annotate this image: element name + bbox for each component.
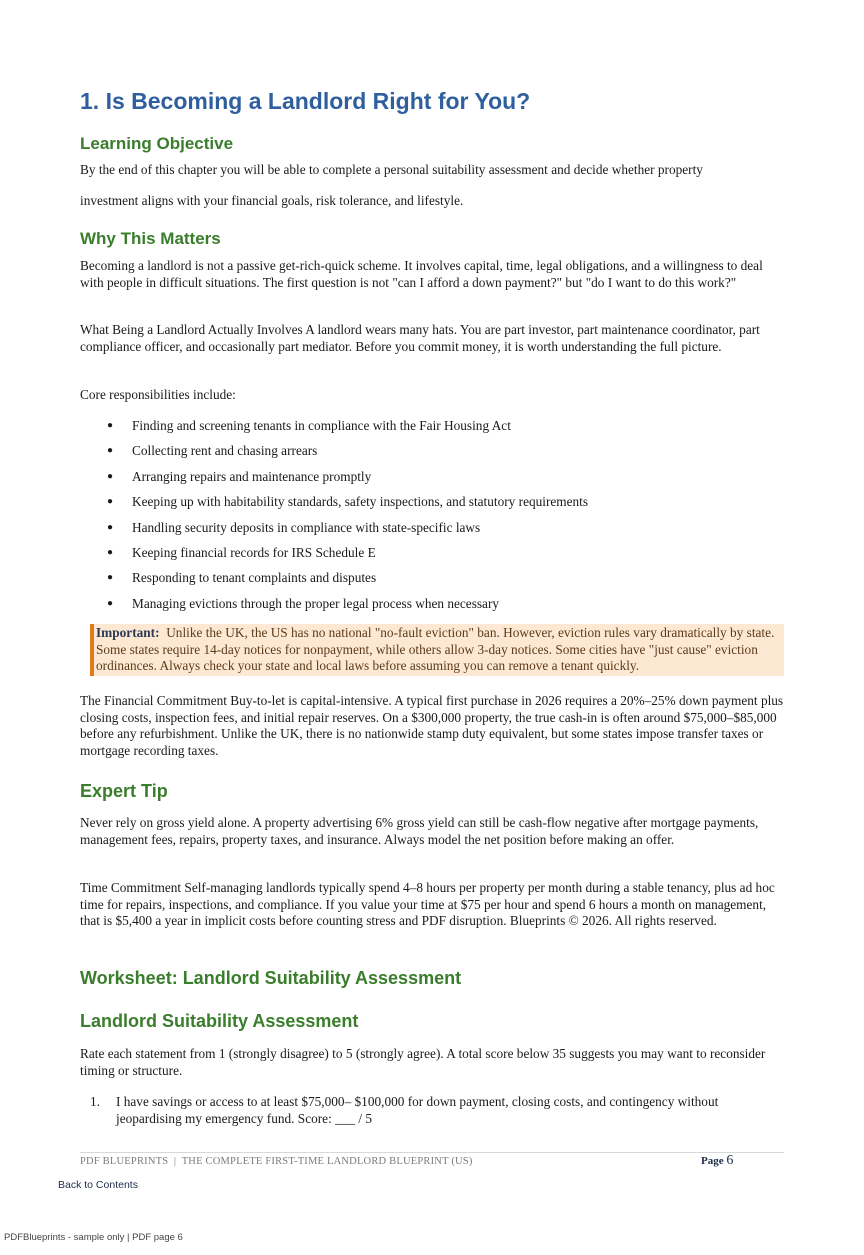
- list-item: ● Managing evictions through the proper legal process when necessary: [80, 596, 784, 621]
- important-callout: [90, 624, 784, 676]
- assessment-item: [80, 1094, 784, 1127]
- list-item: ● Keeping up with habitability standards, safety inspections, and statutory requirements: [80, 494, 784, 519]
- list-item: ● Keeping financial records for IRS Schedule E: [80, 545, 784, 570]
- footer-divider: [80, 1152, 784, 1153]
- worksheet-heading: Worksheet: Landlord Suitability Assessment: [80, 968, 462, 988]
- core-responsibilities-intro: Core responsibilities include:: [80, 387, 236, 402]
- page-indicator: [701, 1153, 733, 1169]
- sample-note: PDFBlueprints - sample only | PDF page 6: [4, 1232, 183, 1243]
- list-item: ● Responding to tenant complaints and disputes: [80, 570, 784, 595]
- why-matters-paragraph-2: What Being a Landlord Actually Involves A landlord wears many hats. You are part investor, part maintenance coordinator, part compliance officer, and occasionally part mediator. Before you commit money, it is worth understanding the full picture.: [80, 322, 760, 354]
- chapter-title: 1. Is Becoming a Landlord Right for You?: [80, 88, 531, 114]
- back-to-contents-link[interactable]: Back to Contents: [58, 1179, 138, 1191]
- assessment-item-number: 1.: [90, 1094, 100, 1109]
- footer-title: PDF BLUEPRINTS | THE COMPLETE FIRST-TIME LANDLORD BLUEPRINT (US): [80, 1156, 473, 1167]
- why-matters-heading: Why This Matters: [80, 229, 221, 248]
- list-item: ● Handling security deposits in compliance with state-specific laws: [80, 520, 784, 545]
- expert-tip-paragraph-1: Never rely on gross yield alone. A property advertising 6% gross yield can still be cash-flow negative after mortgage payments, management fees, repairs, property taxes, and insurance. Always model the net position before making an offer.: [80, 815, 759, 847]
- list-item: ● Collecting rent and chasing arrears: [80, 443, 784, 468]
- list-item: ● Finding and screening tenants in compliance with the Fair Housing Act: [80, 418, 784, 443]
- learning-objective-line-1: By the end of this chapter you will be able to complete a personal suitability assessment and decide whether property: [80, 162, 703, 177]
- expert-tip-paragraph-2: Time Commitment Self-managing landlords typically spend 4–8 hours per property per month during a stable tenancy, plus ad hoc time for repairs, inspections, and compliance. If you value your time at $75 per hour and spend 6 hours a month on management, that is $5,400 a year in implicit costs before counting stress and PDF disruption. Blueprints © 2026. All rights reserved.: [80, 880, 775, 928]
- page-number: 6: [726, 1153, 734, 1168]
- expert-tip-heading: Expert Tip: [80, 781, 168, 801]
- learning-objective-line-2: investment aligns with your financial goals, risk tolerance, and lifestyle.: [80, 193, 464, 208]
- page-label: Page: [701, 1155, 724, 1167]
- assessment-item-text: I have savings or access to at least $75,000– $100,000 for down payment, closing costs, and contingency without jeopardising my emergency fund. Score: ___ / 5: [116, 1094, 719, 1126]
- responsibilities-list: [80, 418, 784, 621]
- worksheet-subheading: Landlord Suitability Assessment: [80, 1011, 359, 1031]
- list-item: ● Arranging repairs and maintenance promptly: [80, 469, 784, 494]
- callout-label: Important:: [96, 625, 160, 640]
- why-matters-paragraph-1: Becoming a landlord is not a passive get-rich-quick scheme. It involves capital, time, legal obligations, and a willingness to deal with people in difficult situations. The first question is not "can I afford a down payment?" but "do I want to do this work?": [80, 258, 763, 290]
- financial-commitment-paragraph: The Financial Commitment Buy-to-let is capital-intensive. A typical first purchase in 2026 requires a 20%–25% down payment plus closing costs, inspection fees, and initial repair reserves. On a $300,000 property, the true cash-in is often around $75,000–$85,000 before any refurbishment. Unlike the UK, there is no nationwide stamp duty equivalent, but some states impose transfer taxes or mortgage recording taxes.: [80, 693, 784, 758]
- worksheet-intro: Rate each statement from 1 (strongly disagree) to 5 (strongly agree). A total score below 35 suggests you may want to reconsider timing or structure.: [80, 1046, 766, 1078]
- callout-text: Unlike the UK, the US has no national "no-fault eviction" ban. However, eviction rules vary dramatically by state. Some states require 14-day notices for nonpayment, while others allow 3-day notices. Some cities have "just cause" eviction ordinances. Always check your state and local laws before assuming you can remove a tenant quickly.: [96, 625, 775, 673]
- learning-objective-heading: Learning Objective: [80, 134, 234, 153]
- assessment-list: [80, 1094, 784, 1127]
